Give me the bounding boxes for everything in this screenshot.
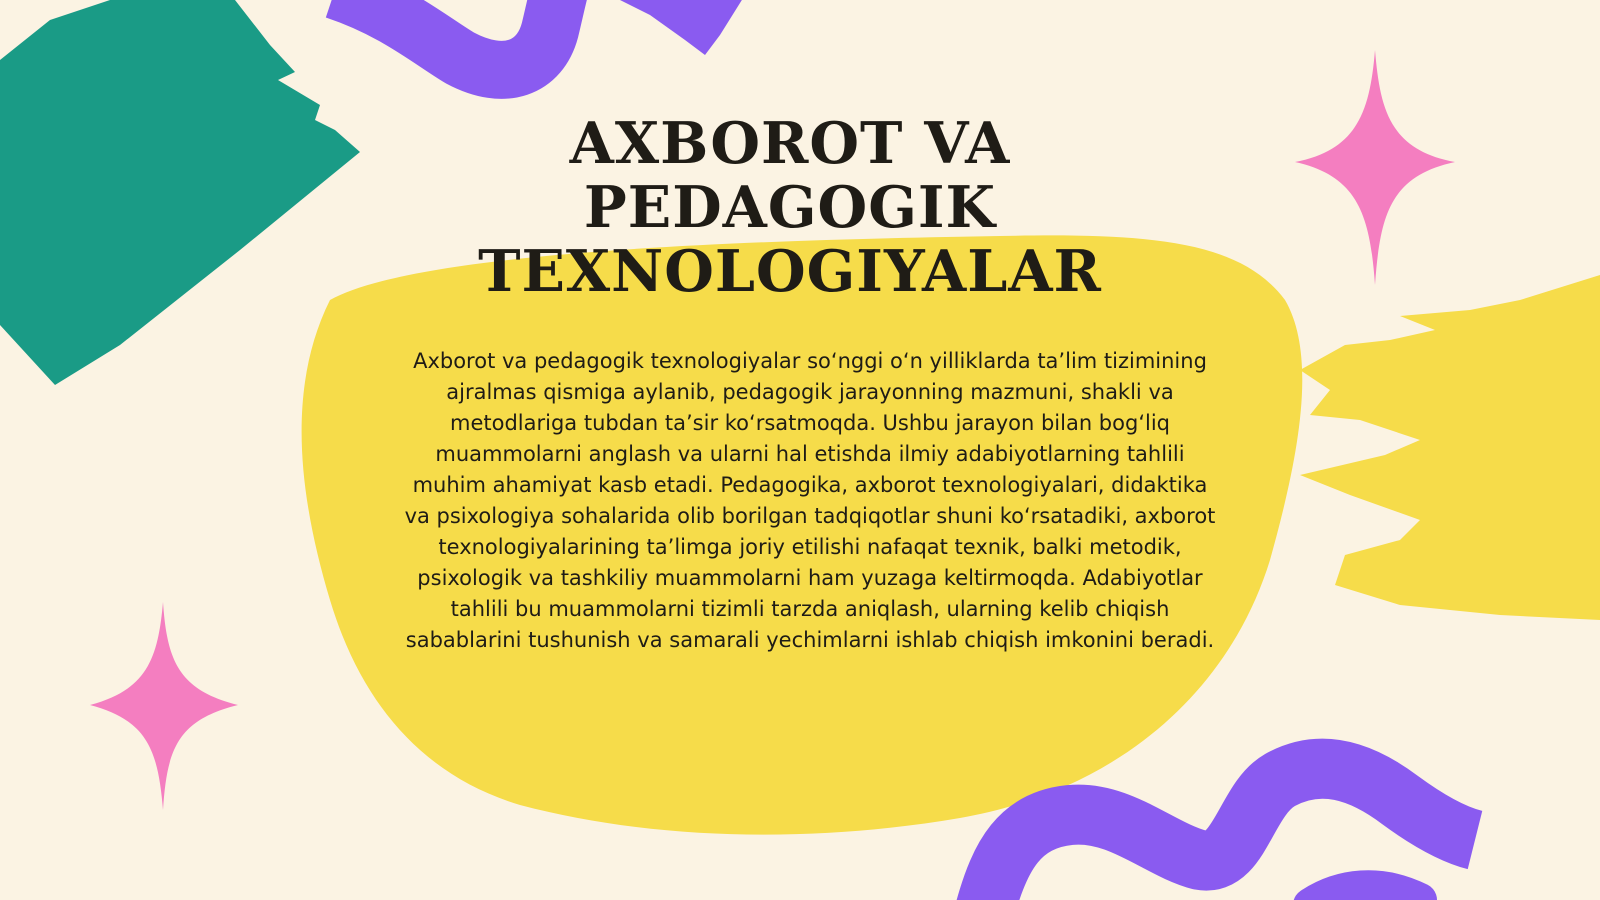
purple-squiggle-top xyxy=(335,0,565,70)
pink-sparkle-bottom-left xyxy=(90,602,238,810)
teal-paper-shape xyxy=(0,0,360,385)
slide-body-text: Axborot va pedagogik texnologiyalar so‘nggi o‘n yilliklarda ta’lim tizimining ajralmas qismiga aylanib, pedagogik jarayonning mazmuni, shakli va metodlariga tubdan ta’sir ko‘rsatmoqda. Ushbu jarayon bilan bog‘liq muammolarni anglash va ularni hal etishda ilmiy adabiyotlarning tahlili muhim ahamiyat kasb etadi. Pedagogika, axborot texnologiyalari, didaktika va psixologiya sohalarida olib borilgan tadqiqotlar shuni ko‘rsatadiki, axborot texnologiyalarining ta’limga joriy etilishi nafaqat texnik, balki metodik, psixologik va tashkiliy muammolarni ham yuzaga keltirmoqda. Adabiyotlar tahlili bu muammolarni tizimli tarzda aniqlash, ularning kelib chiqish sabablarini tushunish va samarali yechimlarni ishlab chiqish imkonini beradi. xyxy=(404,349,1216,652)
yellow-brush-strokes xyxy=(1300,275,1600,620)
purple-squiggle-bottom-tail xyxy=(1310,887,1420,900)
pink-sparkle-top-right xyxy=(1295,50,1455,285)
title-line: TEXNOLOGIYALAR xyxy=(478,238,1102,305)
slide-title xyxy=(440,112,1140,304)
title-line: PEDAGOGIK xyxy=(583,174,997,241)
purple-squiggle-top-right xyxy=(610,0,745,55)
title-line: AXBOROT VA xyxy=(569,110,1011,177)
